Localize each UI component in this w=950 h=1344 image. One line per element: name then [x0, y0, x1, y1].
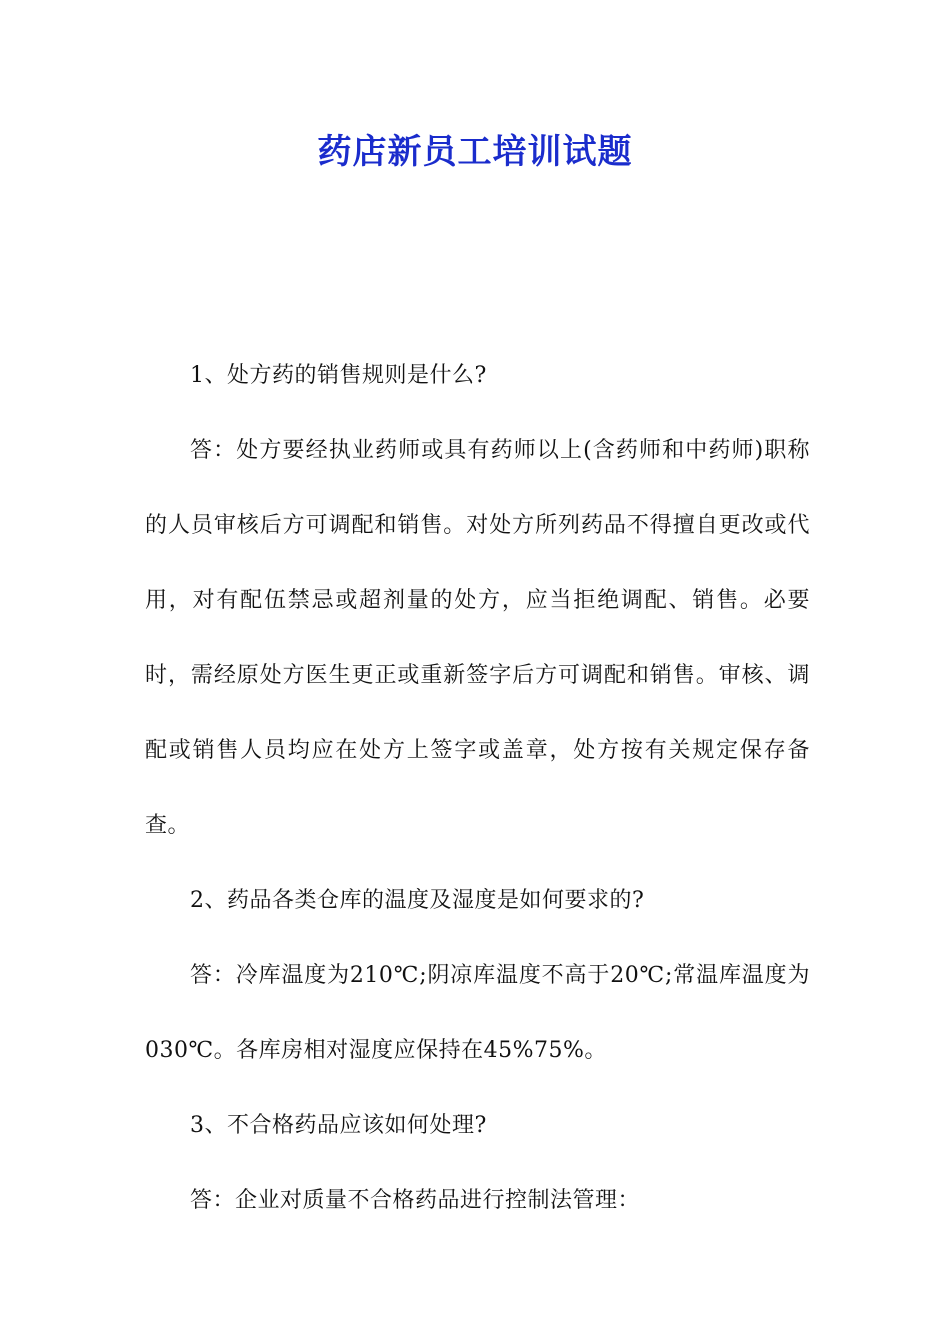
answer-2: 答：冷库温度为210℃;阴凉库温度不高于20℃;常温库温度为030℃。各库房相对湿度应保持在45%75%。	[145, 963, 810, 1063]
answer-3: 答：企业对质量不合格药品进行控制法管理：	[190, 1188, 641, 1213]
question-3: 3、不合格药品应该如何处理?	[190, 1113, 487, 1138]
question-2: 2、药品各类仓库的温度及湿度是如何要求的?	[190, 888, 645, 913]
document-title: 药店新员工培训试题	[317, 132, 633, 172]
question-1: 1、处方药的销售规则是什么?	[190, 363, 487, 388]
answer-1: 答：处方要经执业药师或具有药师以上(含药师和中药师)职称的人员审核后方可调配和销售。对处方所列药品不得擅自更改或代用，对有配伍禁忌或超剂量的处方，应当拒绝调配、销售。必要时，需经原处方医生更正或重新签字后方可调配和销售。审核、调配或销售人员均应在处方上签字或盖章，处方按有关规定保存备查。	[145, 438, 810, 838]
document-body	[145, 338, 810, 1238]
